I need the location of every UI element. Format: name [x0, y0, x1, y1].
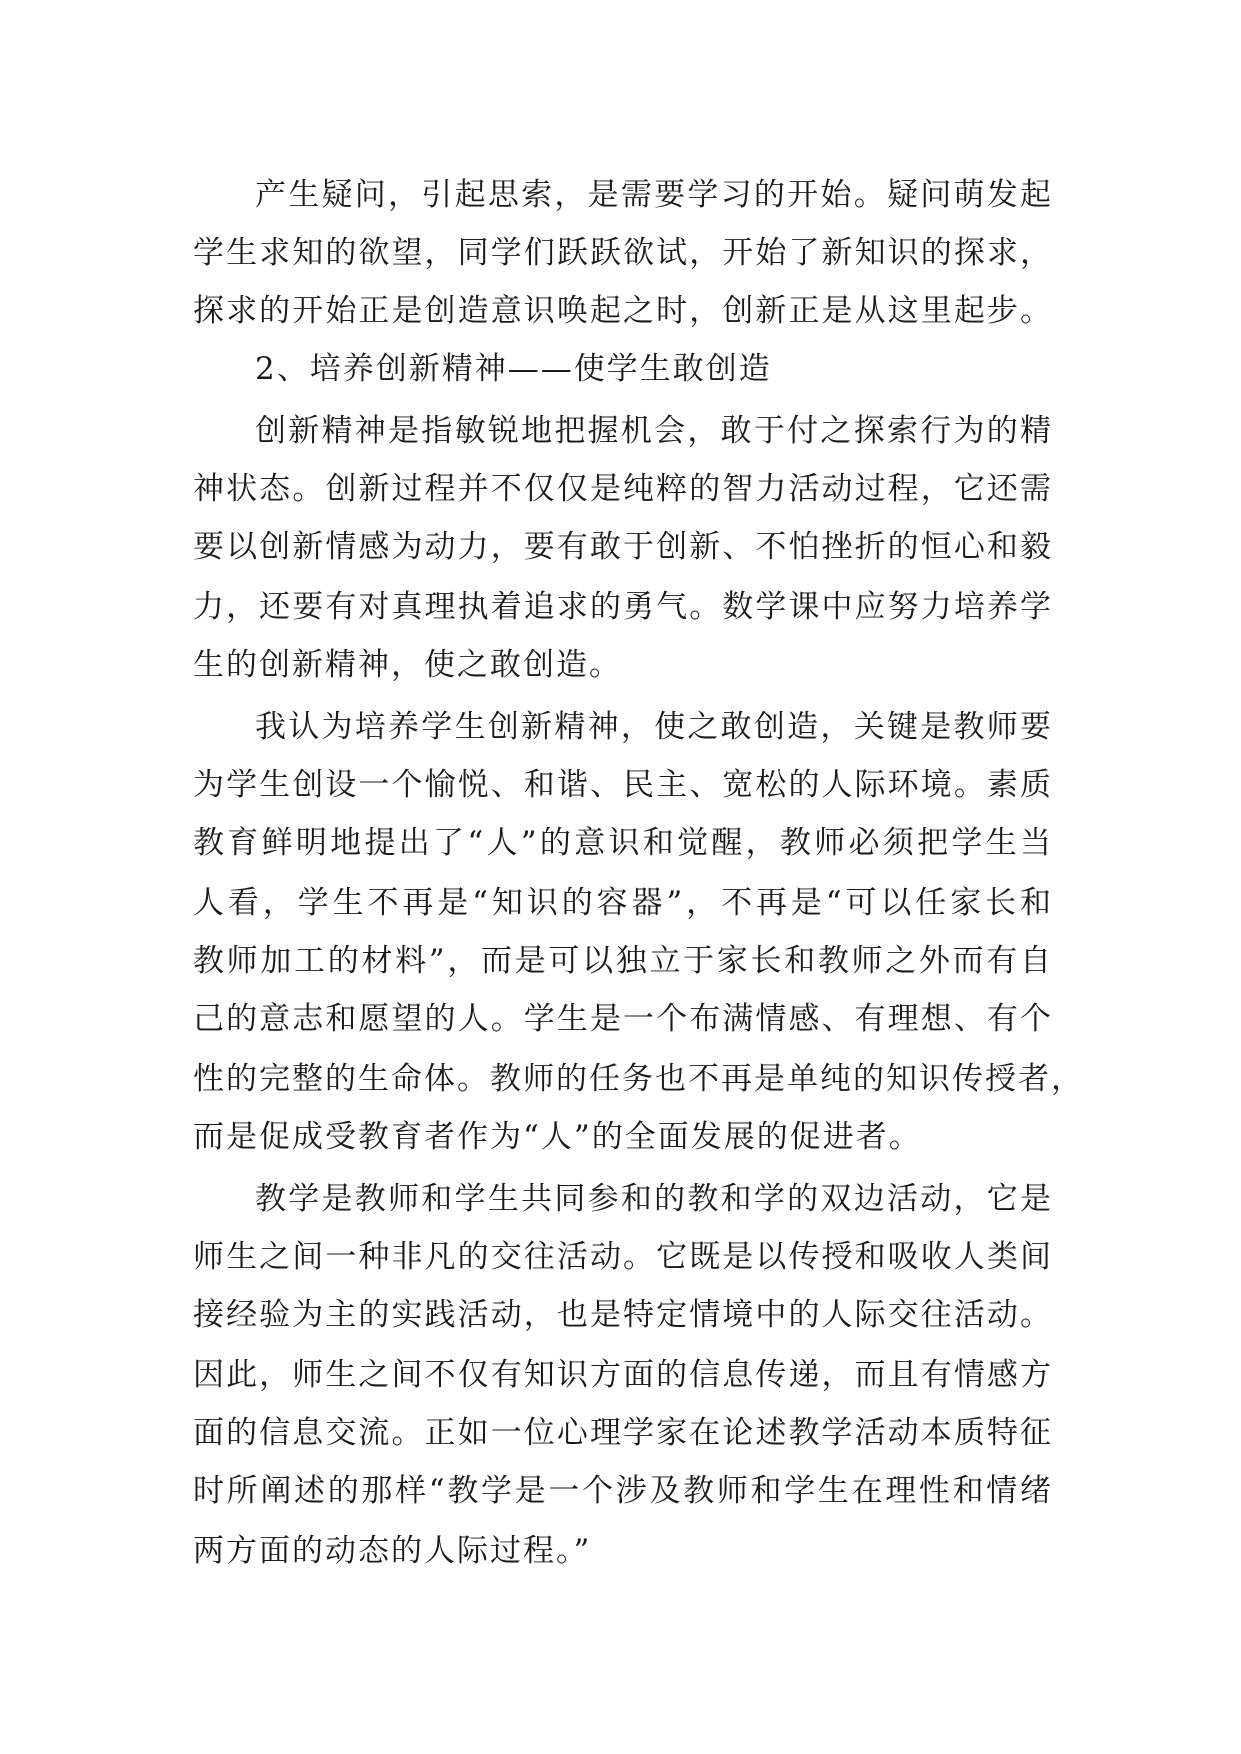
- text-line: 而是促成受教育者作为“人”的全面发展的促进者。: [193, 1119, 922, 1155]
- text-line: 两方面的动态的人际过程。”: [193, 1533, 592, 1569]
- text-line: 产生疑问，引起思索，是需要学习的开始。疑问萌发起: [255, 177, 1053, 213]
- text-line: 接经验为主的实践活动，也是特定情境中的人际交往活动。: [193, 1297, 1053, 1333]
- text-line: 神状态。创新过程并不仅仅是纯粹的智力活动过程，它还需: [193, 471, 1053, 507]
- text-line: 人看，学生不再是“知识的容器”，不再是“可以任家长和: [193, 885, 1053, 921]
- text-line: 力，还要有对真理执着追求的勇气。数学课中应努力培养学: [193, 589, 1053, 625]
- text-line: 教学是教师和学生共同参和的教和学的双边活动，它是: [255, 1181, 1053, 1217]
- text-line: 创新精神是指敏锐地把握机会，敢于付之探索行为的精: [255, 413, 1053, 449]
- text-line: 教育鲜明地提出了“人”的意识和觉醒，教师必须把学生当: [193, 825, 1053, 861]
- text-line: 师生之间一种非凡的交往活动。它既是以传授和吸收人类间: [193, 1239, 1053, 1275]
- text-line: 性的完整的生命体。教师的任务也不再是单纯的知识传授者，: [193, 1061, 1084, 1097]
- text-line: 己的意志和愿望的人。学生是一个布满情感、有理想、有个: [193, 1001, 1053, 1037]
- text-line: 为学生创设一个愉悦、和谐、民主、宽松的人际环境。素质: [193, 767, 1053, 803]
- text-line: 探求的开始正是创造意识唤起之时，创新正是从这里起步。: [193, 293, 1053, 329]
- text-line: 生的创新精神，使之敢创造。: [193, 647, 622, 683]
- text-line: 我认为培养学生创新精神，使之敢创造，关键是教师要: [255, 709, 1053, 745]
- text-line: 因此，师生之间不仅有知识方面的信息传递，而且有情感方: [193, 1357, 1053, 1393]
- section-heading: 2、培养创新精神——使学生敢创造: [255, 351, 772, 387]
- text-line: 面的信息交流。正如一位心理学家在论述教学活动本质特征: [193, 1415, 1053, 1451]
- text-line: 学生求知的欲望，同学们跃跃欲试，开始了新知识的探求，: [193, 235, 1053, 271]
- text-line: 时所阐述的那样“教学是一个涉及教师和学生在理性和情绪: [193, 1473, 1053, 1509]
- text-line: 教师加工的材料”，而是可以独立于家长和教师之外而有自: [193, 943, 1053, 979]
- text-line: 要以创新情感为动力，要有敢于创新、不怕挫折的恒心和毅: [193, 529, 1053, 565]
